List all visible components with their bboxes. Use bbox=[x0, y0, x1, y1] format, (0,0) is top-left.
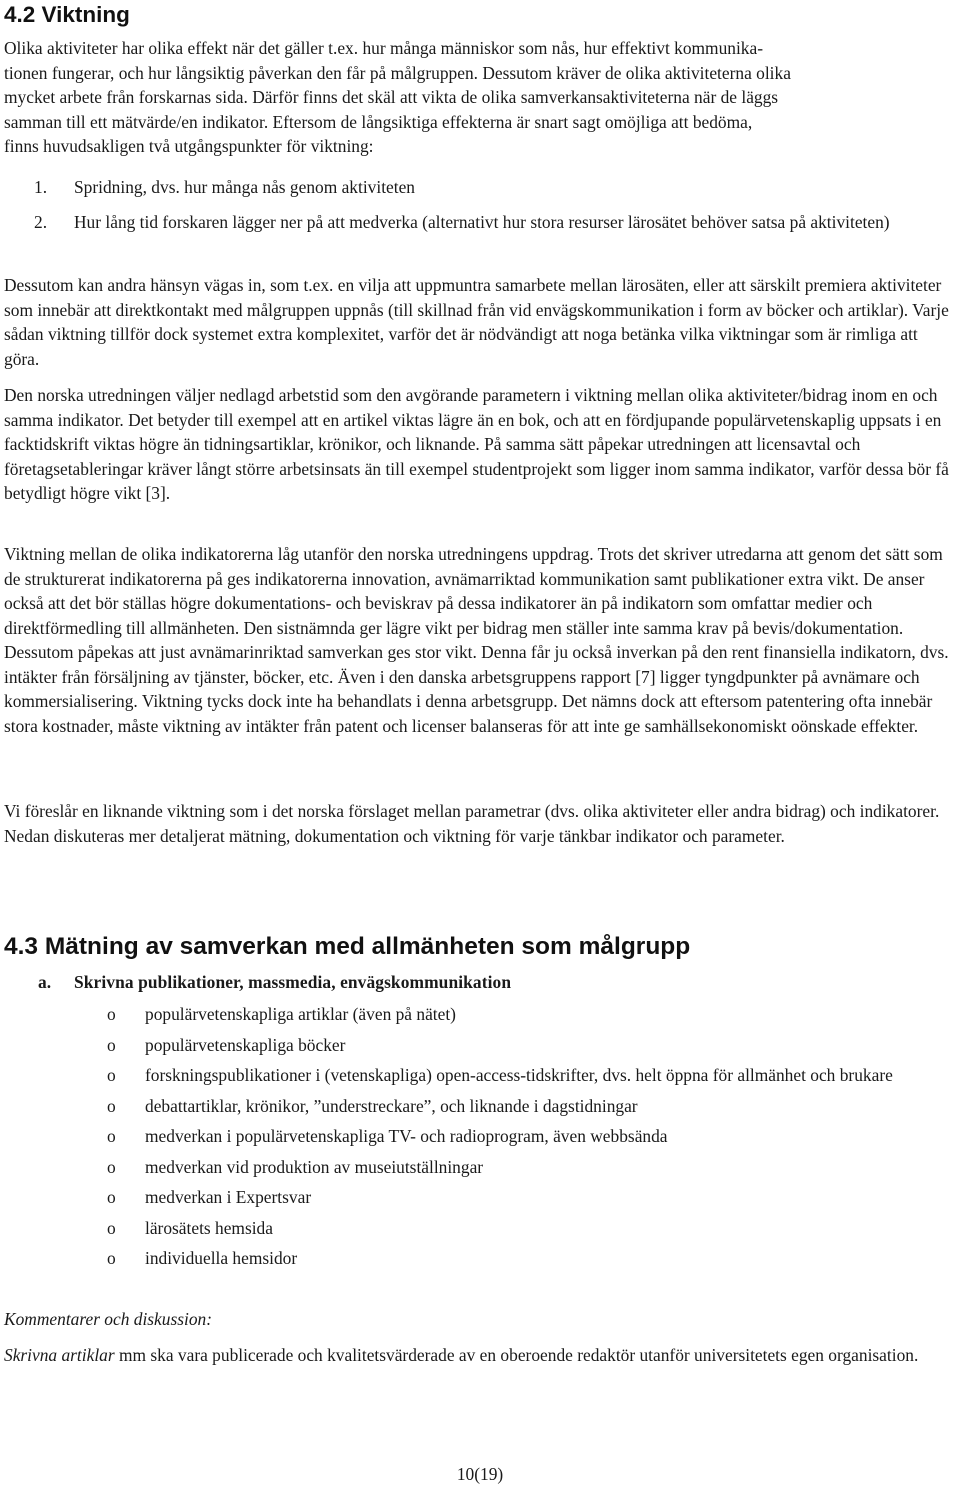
subsection-text: Skrivna publikationer, massmedia, envägskommunikation bbox=[74, 972, 512, 992]
paragraph-viktning: Viktning mellan de olika indikatorerna låg utanför den norska utredningens uppdrag. Trots det skriver utredarna att genom det sätt som de strukturerat indikatorerna på ges indikatorerna innovation, avnämarriktad kommunikation samt publikationer extra vikt. De anser också att det bör ställas högre dokumentations- och beviskrav på dessa indikatorer än på indikatorn som omfattar medier och direktförmedling till allmänheten. Den sistnämnda ger lägre vikt per bidrag men ställer inte samma krav på bevis/dokumentation. Dessutom påpekas att just avnämarinriktad samverkan ges stor vikt. Denna får ju också inverkan på den rent finansiella indikatorn, dvs. intäkter från försäljning av tjänster, böcker, etc. Även i den danska arbetsgruppens rapport [7] ligger tyngdpunkter på avnämare och kommersialisering. Viktning tycks dock inte ha behandlats i denna arbetsgrupp. Det nämns dock att eftersom patentering ofta innebär stora kostnader, måste viktning av intäkter från patent och licenser balanseras för att inte ge samhällsekonomiskt oönskade effekter. bbox=[4, 544, 949, 736]
comment-term: Skrivna artiklar bbox=[4, 1345, 115, 1365]
list-item bbox=[4, 210, 956, 235]
bullet-o: o bbox=[107, 1065, 116, 1085]
list-item: o medverkan i populärvetenskapliga TV- och radioprogram, även webbsända bbox=[4, 1124, 956, 1149]
intro-line: Olika aktiviteter har olika effekt när det gäller t.ex. hur många människor som nås, hur effektivt kommunika- bbox=[4, 38, 764, 58]
intro-line: samman till ett mätvärde/en indikator. Eftersom de långsiktiga effekterna är snart sagt omöjliga att bedöma, bbox=[4, 111, 753, 132]
list-item bbox=[4, 175, 956, 200]
intro-paragraph bbox=[4, 36, 956, 159]
bullet-o: o bbox=[107, 1187, 116, 1207]
bullet-o: o bbox=[107, 1126, 116, 1146]
subsection-letter: a. bbox=[38, 972, 52, 992]
bullet-o: o bbox=[107, 1248, 116, 1268]
list-number: 2. bbox=[34, 211, 48, 232]
comment-paragraph bbox=[4, 1343, 956, 1368]
list-text: Hur lång tid forskaren lägger ner på att medverka (alternativt hur stora resurser lärosätet behöver satsa på aktiviteten) bbox=[74, 211, 890, 232]
bullet-o: o bbox=[107, 1095, 116, 1116]
intro-line: mycket arbete från forskarnas sida. Därför finns det skäl att vikta de olika samverkansaktiviteterna när de läggs bbox=[4, 87, 779, 107]
numbered-list bbox=[4, 175, 956, 234]
list-item: o populärvetenskapliga böcker bbox=[4, 1033, 956, 1058]
list-number: 1. bbox=[34, 177, 48, 197]
list-item: o individuella hemsidor bbox=[4, 1246, 956, 1271]
list-item: o populärvetenskapliga artiklar (även på nätet) bbox=[4, 1002, 956, 1027]
paragraph-proposal: Vi föreslår en liknande viktning som i det norska förslaget mellan parametrar (dvs. olika aktiviteter eller andra bidrag) och indikatorer. Nedan diskuteras mer detaljerat mätning, dokumentation och viktning för varje tänkbar indikator och parameter. bbox=[4, 801, 940, 846]
bullet-o: o bbox=[107, 1217, 116, 1238]
section-heading: 4.3 Mätning av samverkan med allmänheten som målgrupp bbox=[4, 933, 691, 960]
page-number: 10(19) bbox=[456, 1464, 504, 1484]
intro-line: finns huvudsakligen två utgångspunkter för viktning: bbox=[4, 136, 374, 156]
list-item: o medverkan i Expertsvar bbox=[4, 1185, 956, 1210]
list-item: o forskningspublikationer i (vetenskapliga) open-access-tidskrifter, dvs. helt öppna för allmänhet och brukare bbox=[4, 1063, 956, 1088]
comment-text: mm ska vara publicerade och kvalitetsvärderade av en oberoende redaktör utanför universitetets egen organisation. bbox=[114, 1345, 919, 1365]
list-text: Spridning, dvs. hur många nås genom aktiviteten bbox=[74, 177, 415, 197]
subsection-title bbox=[38, 972, 511, 993]
bullet-o: o bbox=[107, 1156, 116, 1177]
section-heading: 4.2 Viktning bbox=[4, 2, 130, 27]
comments-label: Kommentarer och diskussion: bbox=[4, 1309, 213, 1329]
list-item: o lärosätets hemsida bbox=[4, 1216, 956, 1241]
bullet-o: o bbox=[107, 1004, 116, 1024]
bullet-list bbox=[4, 1002, 956, 1277]
list-item: o medverkan vid produktion av museiutställningar bbox=[4, 1155, 956, 1180]
bullet-o: o bbox=[107, 1034, 116, 1055]
list-item: o debattartiklar, krönikor, ”understreckare”, och liknande i dagstidningar bbox=[4, 1094, 956, 1119]
intro-line: tionen fungerar, och hur långsiktig påverkan den får på målgruppen. Dessutom kräver de olika aktiviteterna olika bbox=[4, 62, 791, 83]
paragraph-dessutom: Dessutom kan andra hänsyn vägas in, som t.ex. en vilja att uppmuntra samarbete mellan lärosäten, eller att särskilt premiera aktiviteter som innebär att direktkontakt med målgruppen uppnås (till skillnad från vid envägskommunikation i form av böcker och artiklar). Varje sådan viktning tillför dock systemet extra komplexitet, varför det är nödvändigt att noga betänka vilka viktningar som är rimliga att göra. bbox=[4, 275, 949, 369]
paragraph-norska: Den norska utredningen väljer nedlagd arbetstid som den avgörande parametern i viktning mellan olika aktiviteter/bidrag inom en och samma indikator. Det betyder till exempel att en artikel viktas lägre än en bok, och att en fördjupande populärvetenskaplig uppsats i en facktidskrift viktas högre än tidningsartiklar, krönikor, och liknande. På samma sätt påpekar utredningen att licensavtal och företagsetableringar kräver långt större arbetsinsats än till exempel studentprojekt som ligger inom samma indikator, varför dessa bör få betydligt högre vikt [3]. bbox=[4, 385, 949, 503]
